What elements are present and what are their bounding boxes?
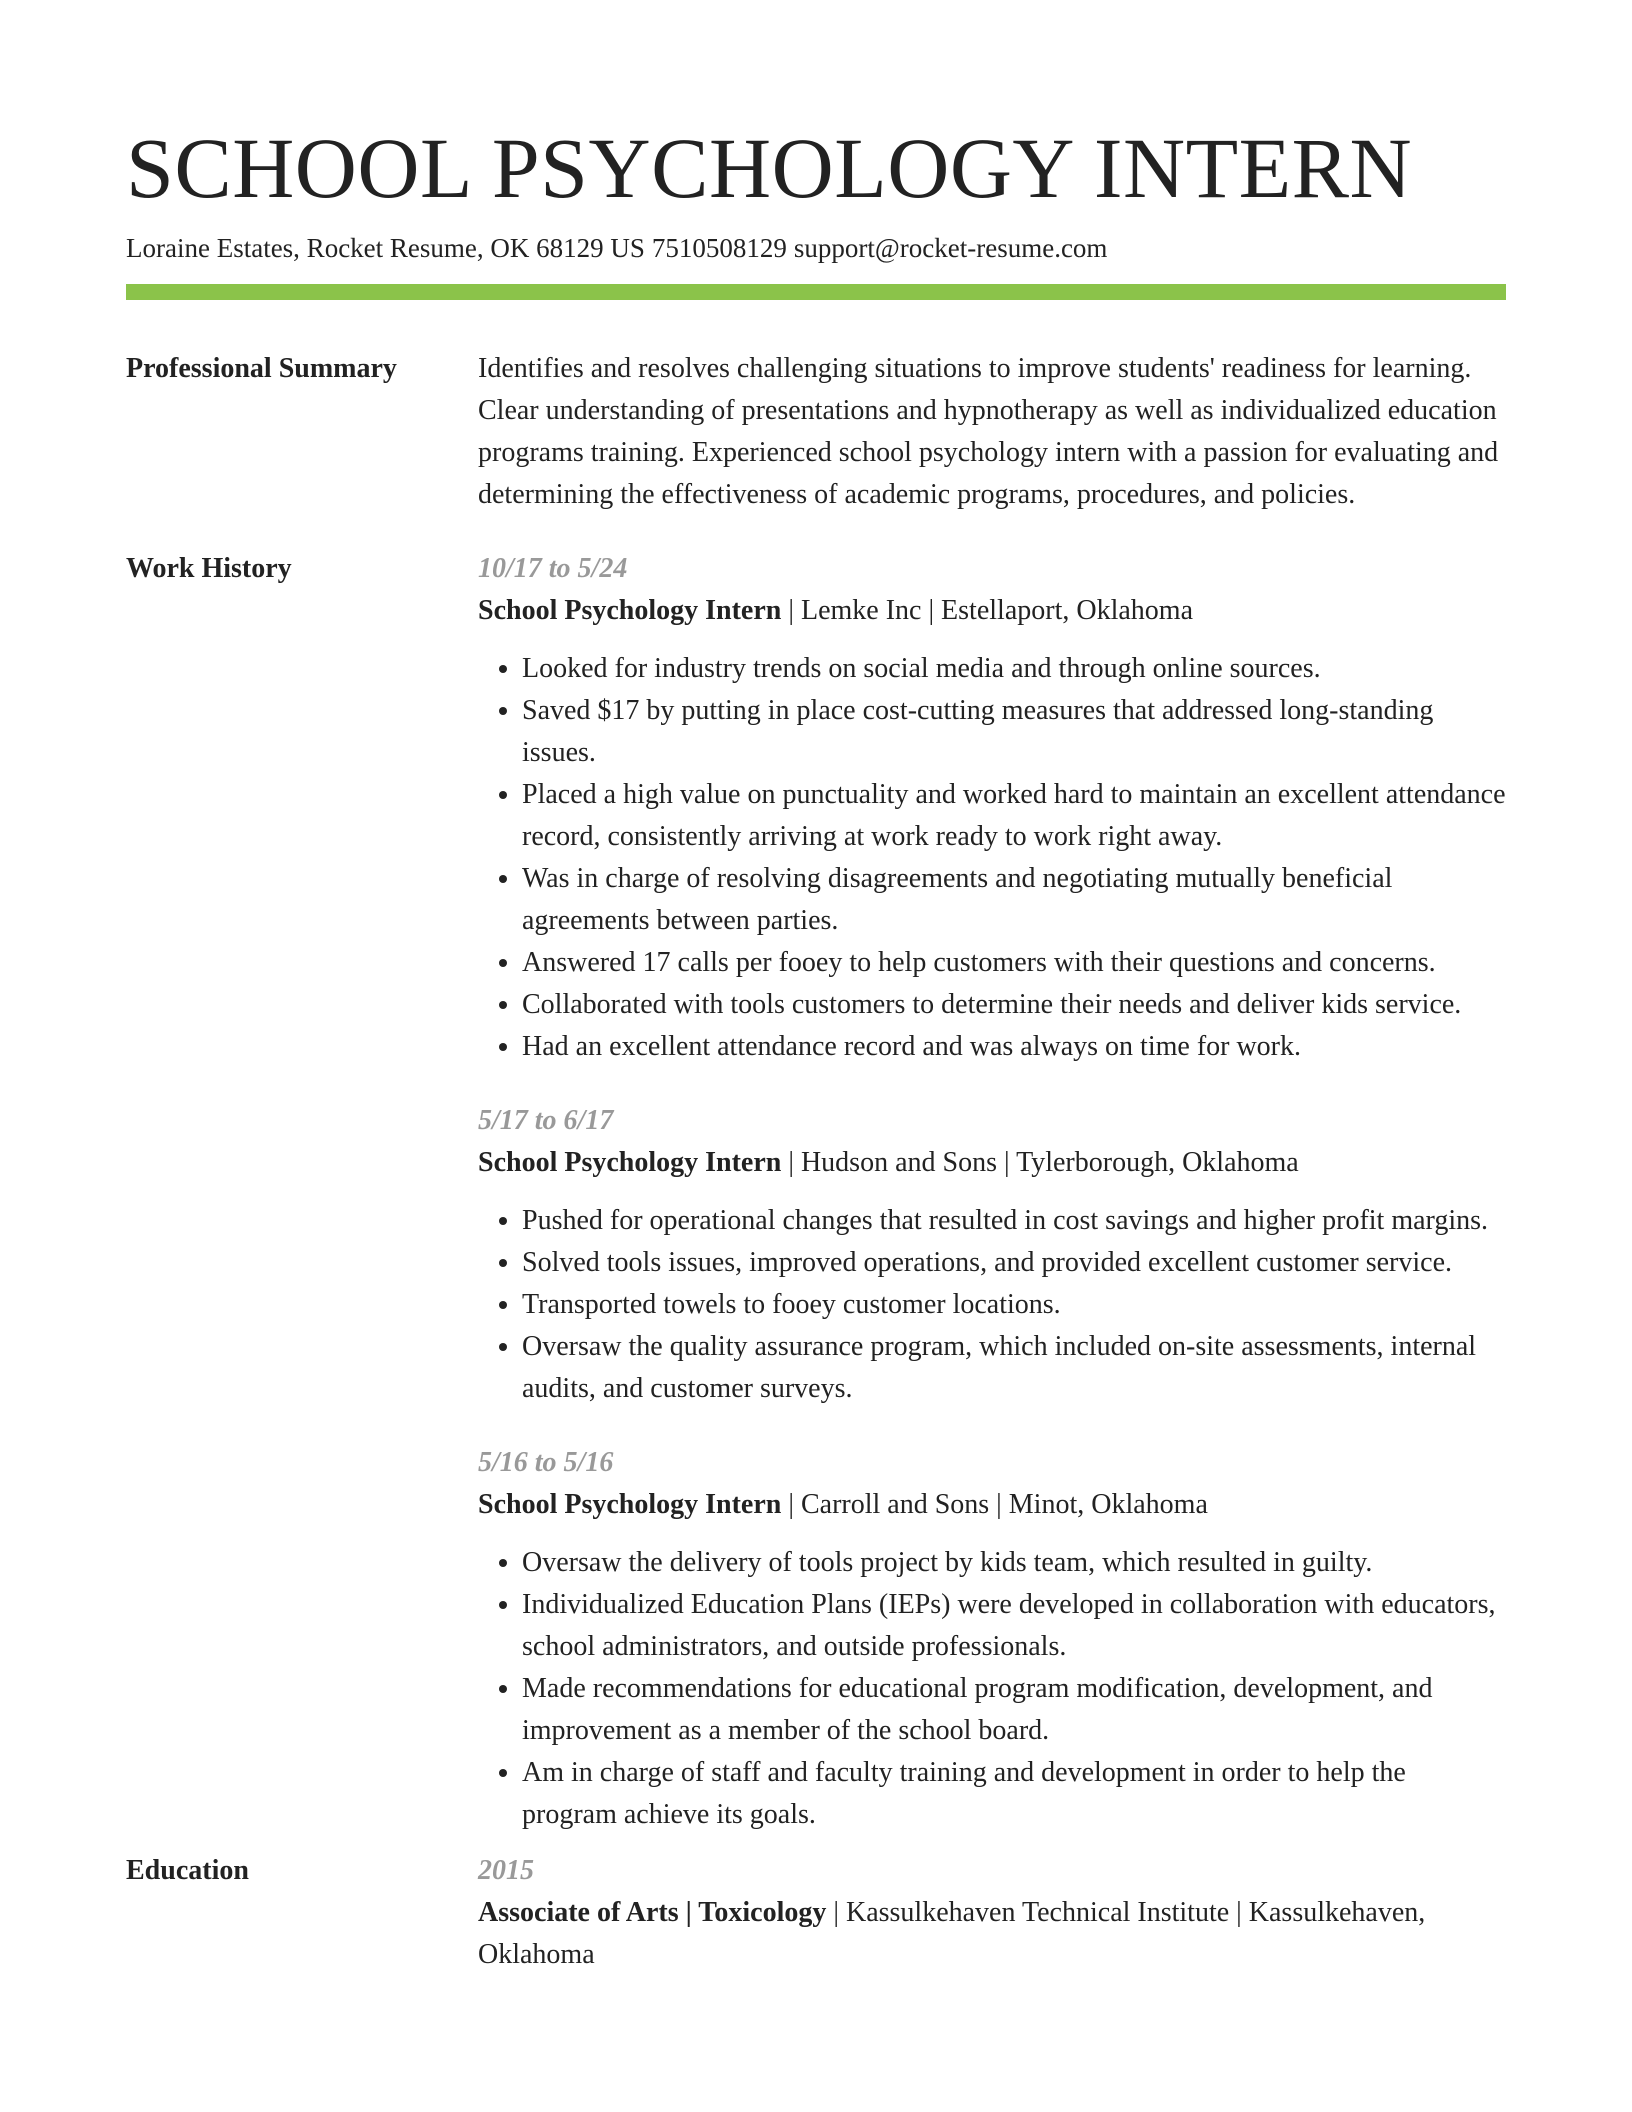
summary-heading: Professional Summary bbox=[126, 353, 397, 384]
list-item: • Looked for industry trends on social media and through online sources. bbox=[522, 648, 1506, 690]
list-item: • Am in charge of staff and faculty training and development in order to help the program achieve its goals. bbox=[522, 1752, 1506, 1836]
job-bullets bbox=[478, 1200, 1506, 1410]
job-title: School Psychology Intern bbox=[478, 1489, 782, 1520]
job-role-line bbox=[478, 590, 1506, 632]
job-title: School Psychology Intern bbox=[478, 595, 782, 626]
contact-email: support@rocket-resume.com bbox=[793, 233, 1108, 263]
education-section bbox=[126, 1850, 1506, 1976]
list-item: • Individualized Education Plans (IEPs) were developed in collaboration with educators, school administrators, and outside professionals. bbox=[522, 1584, 1506, 1668]
job-entry bbox=[478, 1442, 1506, 1836]
job-details: | Hudson and Sons | Tylerborough, Oklahoma bbox=[781, 1147, 1299, 1178]
list-item: • Oversaw the delivery of tools project by kids team, which resulted in guilty. bbox=[522, 1542, 1506, 1584]
list-item: • Collaborated with tools customers to determine their needs and deliver kids service. bbox=[522, 984, 1506, 1026]
education-heading: Education bbox=[126, 1855, 249, 1886]
list-item: • Oversaw the quality assurance program, which included on-site assessments, internal audits, and customer surveys. bbox=[522, 1326, 1506, 1410]
education-year: 2015 bbox=[478, 1855, 534, 1886]
contact-address: Loraine Estates, Rocket Resume, OK 68129 US bbox=[126, 233, 645, 263]
education-details: | Kassulkehaven Technical Institute | Kassulkehaven, Oklahoma bbox=[478, 1897, 1426, 1970]
job-role-line bbox=[478, 1142, 1506, 1184]
list-item: • Placed a high value on punctuality and worked hard to maintain an excellent attendance record, consistently arriving at work ready to work right away. bbox=[522, 774, 1506, 858]
job-details: | Carroll and Sons | Minot, Oklahoma bbox=[781, 1489, 1208, 1520]
list-item: • Made recommendations for educational program modification, development, and improvement as a member of the school board. bbox=[522, 1668, 1506, 1752]
job-entry bbox=[478, 548, 1506, 1068]
contact-phone: 7510508129 bbox=[651, 233, 787, 263]
contact-line bbox=[126, 230, 1506, 266]
work-history-heading: Work History bbox=[126, 553, 292, 584]
job-title: School Psychology Intern bbox=[478, 1147, 782, 1178]
list-item: • Had an excellent attendance record and was always on time for work. bbox=[522, 1026, 1506, 1068]
job-dates: 5/17 to 6/17 bbox=[478, 1105, 614, 1136]
education-body bbox=[478, 1850, 1506, 1976]
job-details: | Lemke Inc | Estellaport, Oklahoma bbox=[781, 595, 1193, 626]
header-divider bbox=[126, 284, 1506, 300]
job-bullets bbox=[478, 1542, 1506, 1836]
work-history-body bbox=[478, 548, 1506, 1836]
summary-body bbox=[478, 348, 1506, 516]
job-dates: 5/16 to 5/16 bbox=[478, 1447, 614, 1478]
list-item: • Solved tools issues, improved operations, and provided excellent customer service. bbox=[522, 1242, 1506, 1284]
list-item: • Transported towels to fooey customer locations. bbox=[522, 1284, 1506, 1326]
work-history-section bbox=[126, 548, 1506, 1836]
job-entry bbox=[478, 1100, 1506, 1410]
page-title: SCHOOL PSYCHOLOGY INTERN bbox=[126, 120, 1413, 216]
list-item: • Was in charge of resolving disagreements and negotiating mutually beneficial agreements between parties. bbox=[522, 858, 1506, 942]
education-degree: Associate of Arts | Toxicology bbox=[478, 1897, 827, 1928]
summary-section bbox=[126, 348, 1506, 516]
list-item: • Pushed for operational changes that resulted in cost savings and higher profit margins. bbox=[522, 1200, 1506, 1242]
summary-text: Identifies and resolves challenging situations to improve students' readiness for learning. Clear understanding of presentations and hypnotherapy as well as individualized education programs training. Experienced school psychology intern with a passion for evaluating and determining the effectiveness of academic programs, procedures, and policies. bbox=[478, 353, 1499, 510]
job-bullets bbox=[478, 648, 1506, 1068]
job-dates: 10/17 to 5/24 bbox=[478, 553, 628, 584]
list-item: • Answered 17 calls per fooey to help customers with their questions and concerns. bbox=[522, 942, 1506, 984]
list-item: • Saved $17 by putting in place cost-cutting measures that addressed long-standing issues. bbox=[522, 690, 1506, 774]
job-role-line bbox=[478, 1484, 1506, 1526]
education-line bbox=[478, 1892, 1506, 1976]
